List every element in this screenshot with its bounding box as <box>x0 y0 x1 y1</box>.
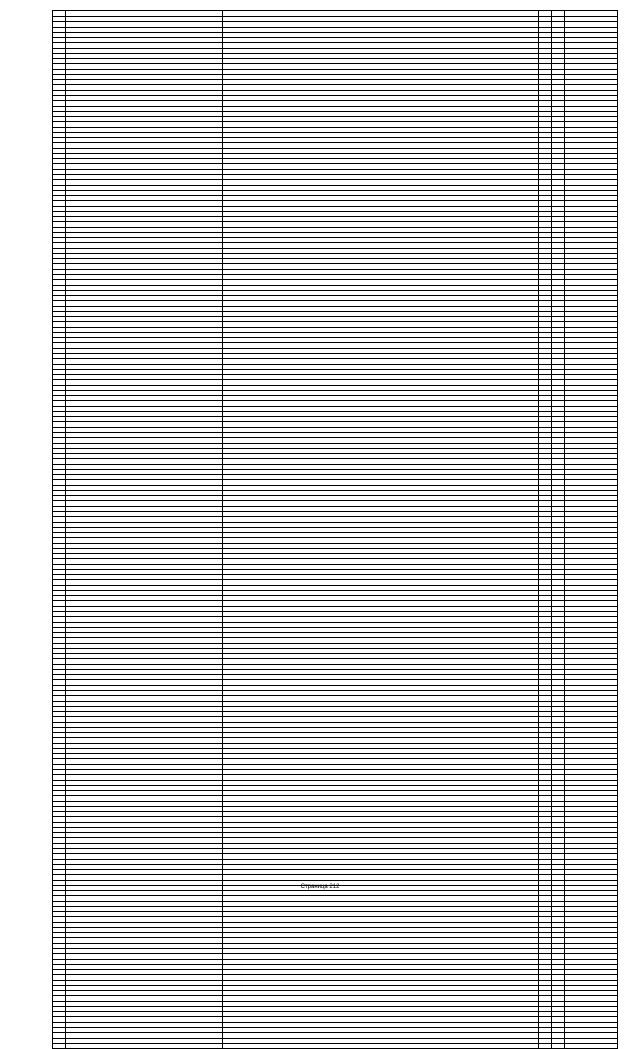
works-table-container <box>52 10 611 1049</box>
works-table <box>52 10 618 1049</box>
period-cell <box>565 1043 618 1048</box>
page-number: Страница 212 <box>300 884 340 890</box>
row-number-cell <box>53 1043 66 1048</box>
table-row <box>53 1043 618 1048</box>
works-table-body <box>53 11 618 1049</box>
build-year-cell <box>539 1043 552 1048</box>
extra-year-cell <box>552 1043 565 1048</box>
work-type-cell <box>223 1043 539 1048</box>
address-cell <box>66 1043 223 1048</box>
